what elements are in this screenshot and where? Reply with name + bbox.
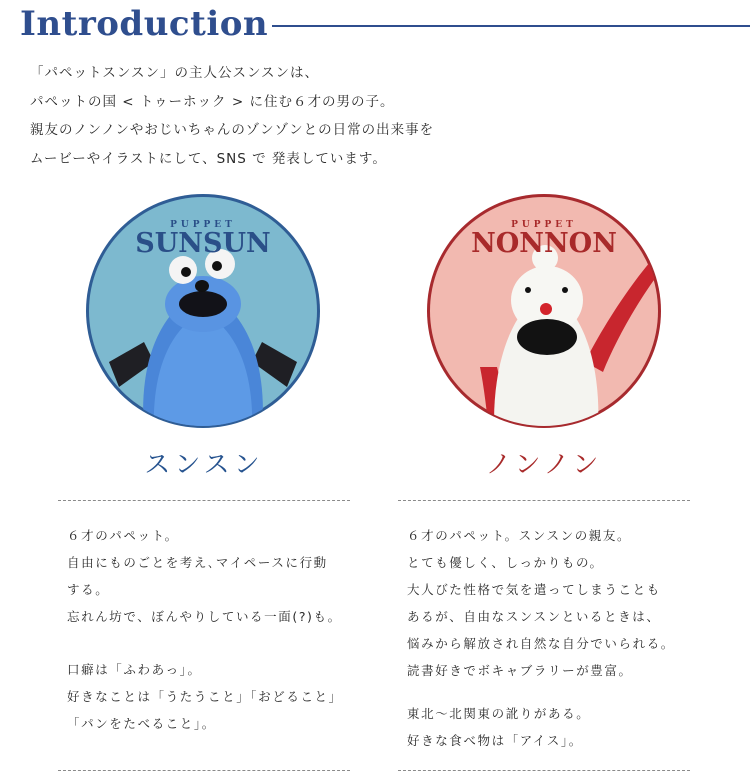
intro-line: パペットの国 < トゥーホック > に住む６才の男の子。 — [30, 93, 395, 110]
sunsun-badge-name: SUNSUN — [135, 228, 271, 259]
description-line: ６才のパペット。スンスンの親友。 — [407, 528, 632, 543]
intro-paragraph — [30, 59, 730, 173]
divider — [398, 770, 690, 771]
description-line: する。 — [67, 582, 110, 597]
nonnon-badge — [425, 192, 663, 430]
description-line: あるが、自由なスンスンといるときは、 — [407, 609, 661, 624]
description-spacer — [67, 630, 367, 656]
description-line: 好きな食べ物は「アイス」。 — [407, 733, 583, 748]
nonnon-badge-small-text: PUPPET — [511, 220, 577, 230]
description-line: 忘れん坊で、ぼんやりしている一面(?)も。 — [67, 609, 342, 624]
nonnon-badge-name: NONNON — [471, 228, 617, 259]
description-line: ６才のパペット。 — [67, 528, 179, 543]
description-line: とても優しく、しっかりもの。 — [407, 555, 604, 570]
sunsun-badge — [84, 192, 322, 430]
sunsun-name: スンスン — [144, 450, 264, 480]
description-line: 東北～北関東の訛りがある。 — [407, 706, 591, 721]
description-line: 大人びた性格で気を遣ってしまうことも — [407, 582, 661, 597]
nonnon-name: ノンノン — [485, 450, 603, 480]
divider — [58, 770, 350, 771]
nonnon-illustration — [425, 192, 663, 430]
section-header — [20, 2, 750, 48]
intro-line: 親友のノンノンやおじいちゃんのゾンゾンとの日常の出来事を — [30, 122, 435, 138]
sunsun-badge-small-text: PUPPET — [170, 220, 236, 230]
title-rule — [272, 25, 750, 27]
description-line: 悩みから解放され自然な自分でいられる。 — [407, 636, 675, 651]
sunsun-illustration — [84, 192, 322, 430]
sunsun-description — [67, 522, 367, 737]
intro-line: 「パペットスンスン」の主人公スンスンは、 — [30, 65, 320, 81]
description-spacer — [407, 684, 707, 700]
intro-line: ムービーやイラストにして、SNS で 発表しています。 — [30, 150, 387, 167]
section-title: Introduction — [20, 4, 269, 44]
description-line: 自由にものごとを考え､マイペースに行動 — [67, 555, 328, 570]
nonnon-description — [407, 522, 707, 754]
description-line: 読書好きでボキャブラリーが豊富。 — [407, 663, 633, 678]
description-line: 好きなことは「うたうこと」「おどること」 — [67, 689, 343, 704]
divider — [58, 500, 350, 501]
description-line: 口癖は「ふわあっ」。 — [67, 662, 202, 677]
divider — [398, 500, 690, 501]
description-line: 「パンをたべること」。 — [67, 716, 216, 731]
